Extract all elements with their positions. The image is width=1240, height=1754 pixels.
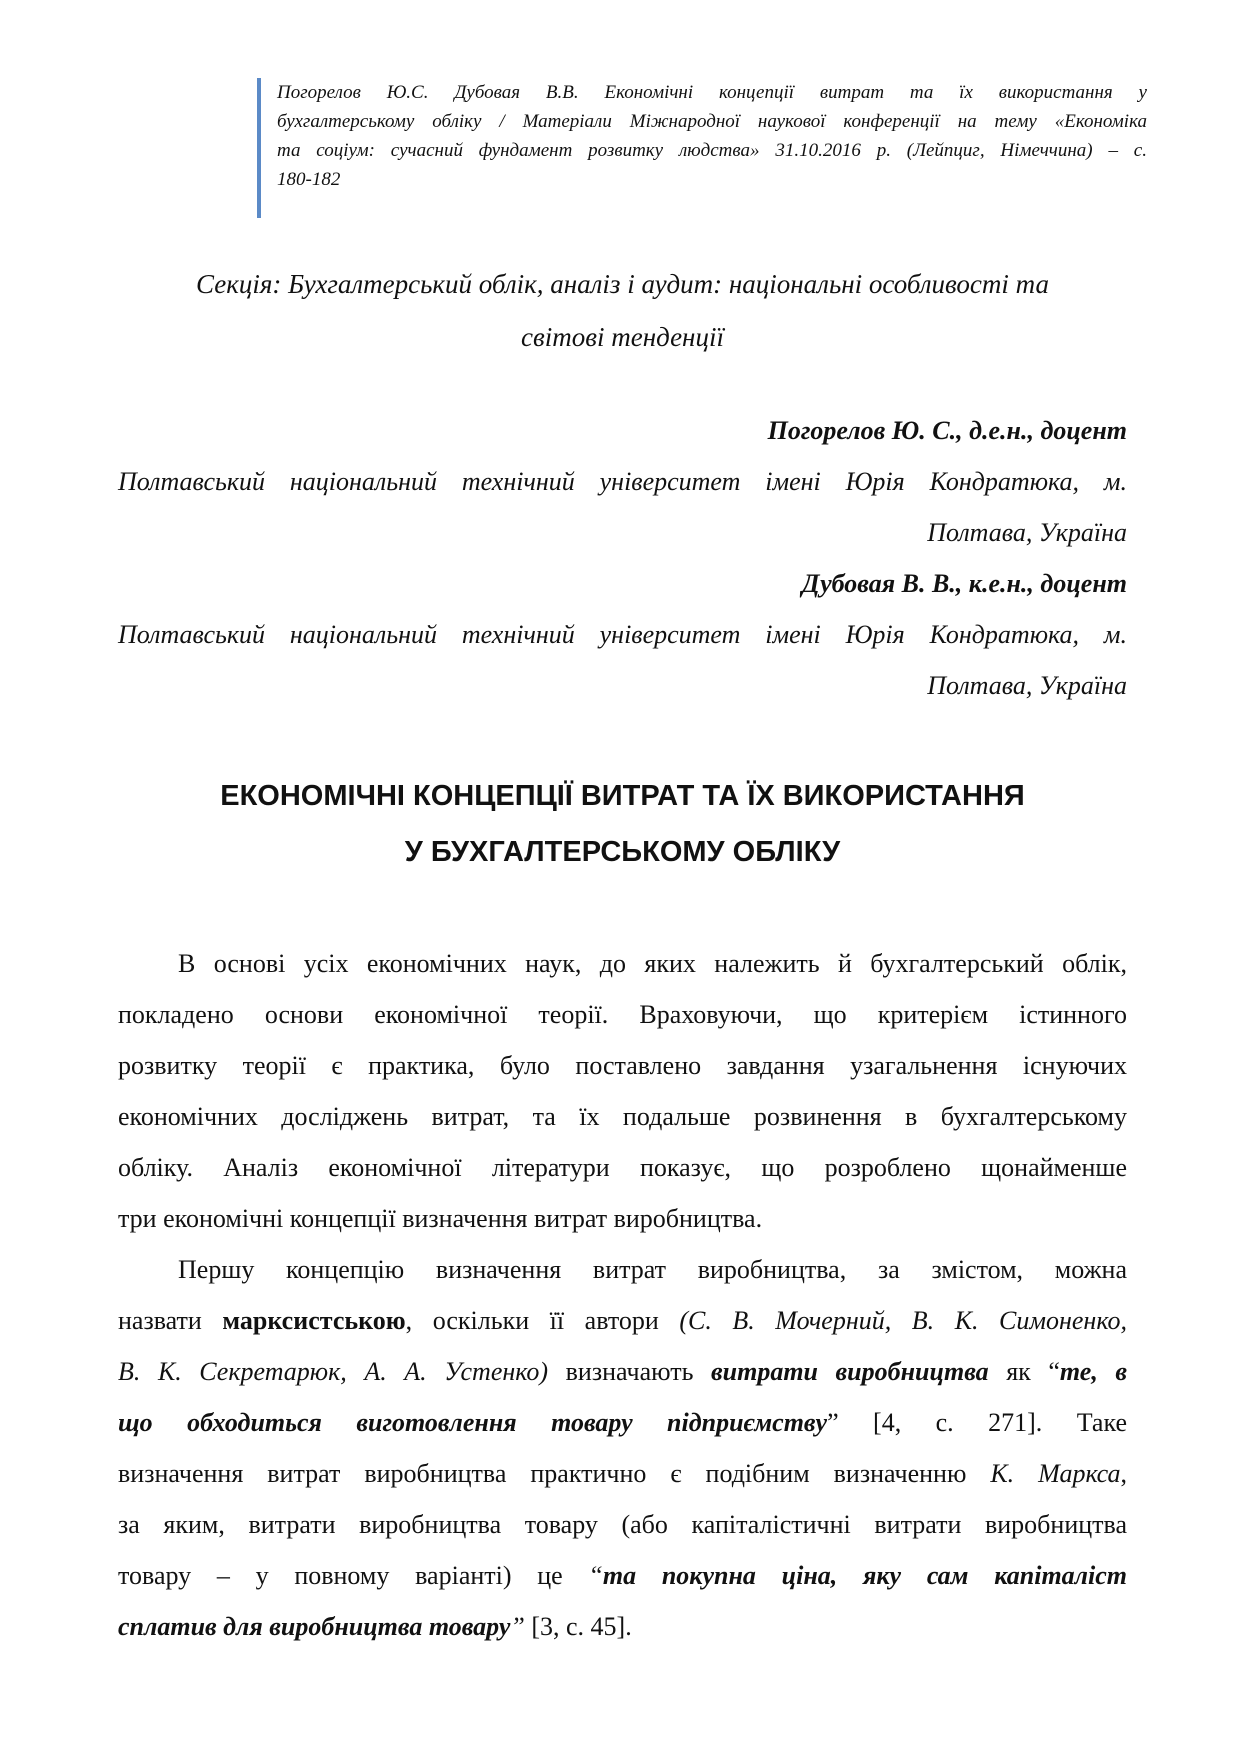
text-line (118, 1295, 1127, 1346)
text-run: за яким, витрати виробництва товару (або капіталістичні витрати виробництва (118, 1510, 1127, 1539)
text-line (118, 1040, 1127, 1091)
text-run: назвати (118, 1306, 223, 1335)
bold-text: марксистською (222, 1306, 406, 1335)
author-affiliation-city: Полтава, Україна (927, 671, 1127, 700)
italic-text: “ (588, 1561, 603, 1590)
text-run: товару – у повному варіанті) це (118, 1561, 589, 1590)
text-run: Першу концепцію визначення витрат виробництва, за змістом, можна (178, 1255, 1127, 1284)
citation-block (257, 78, 1147, 218)
text-line (118, 989, 1127, 1040)
text-run: В основі усіх економічних наук, до яких належить й бухгалтерський облік, (178, 949, 1127, 978)
bold-italic-text: те, в (1059, 1357, 1128, 1386)
section-line: Секція: Бухгалтерський облік, аналіз і аудит: національні особливості та (196, 269, 1049, 299)
text-line (118, 1091, 1127, 1142)
citation-line: 180-182 (277, 169, 341, 190)
text-run: ” [4, с. 271]. Таке (827, 1408, 1127, 1437)
article-body (118, 938, 1127, 1652)
section-line: світові тенденції (521, 322, 724, 352)
bold-italic-text: сплатив для виробництва товару (118, 1612, 511, 1641)
bold-italic-text: що обходиться виготовлення товару підприємству (118, 1408, 828, 1437)
text-line (118, 1550, 1127, 1601)
text-line (118, 1448, 1127, 1499)
text-run: покладено основи економічної теорії. Враховуючи, що критерієм істинного (118, 1000, 1127, 1029)
text-run: визначення витрат виробництва практично є подібним визначенню (118, 1459, 991, 1488)
text-line (118, 1193, 1127, 1244)
text-run: як “ (988, 1357, 1060, 1386)
text-line (118, 1142, 1127, 1193)
citation-line: бухгалтерському обліку / Матеріали Міжнародної наукової конференції на тему «Економіка (277, 111, 1147, 132)
citation-line: та соціум: сучасний фундамент розвитку людства» 31.10.2016 р. (Лейпциг, Німеччина) – с. (277, 140, 1147, 161)
text-line (118, 1397, 1127, 1448)
text-run: обліку. Аналіз економічної літератури показує, що розроблено щонайменше (118, 1153, 1127, 1182)
section-heading (118, 258, 1127, 364)
citation-line: Погорелов Ю.С. Дубовая В.В. Економічні концепції витрат та їх використання у (277, 82, 1147, 103)
authors-block (118, 405, 1127, 711)
paragraph (118, 938, 1127, 1244)
author-affiliation-city: Полтава, Україна (927, 518, 1127, 547)
text-run: визначають (548, 1357, 712, 1386)
paragraph (118, 1244, 1127, 1652)
article-title (118, 768, 1127, 880)
text-line (118, 1499, 1127, 1550)
italic-text: К. Маркса (990, 1459, 1121, 1488)
italic-text: ” (510, 1612, 525, 1641)
italic-text: (С. В. Мочерний, В. К. Симоненко, (679, 1306, 1127, 1335)
author-name: Дубовая В. В., к.е.н., доцент (801, 569, 1127, 598)
text-line (118, 1244, 1127, 1295)
author-affiliation: Полтавський національний технічний університет імені Юрія Кондратюка, м. (118, 620, 1127, 649)
text-line (118, 1601, 1127, 1652)
bold-italic-text: витрати виробництва (711, 1357, 989, 1386)
title-line: У БУХГАЛТЕРСЬКОМУ ОБЛІКУ (404, 836, 841, 868)
text-run: три економічні концепції визначення витрат виробництва. (118, 1204, 763, 1233)
text-run: розвитку теорії є практика, було поставлено завдання узагальнення існуючих (118, 1051, 1127, 1080)
text-run: , оскільки її автори (405, 1306, 680, 1335)
text-run: , (1120, 1459, 1127, 1488)
author-name: Погорелов Ю. С., д.е.н., доцент (767, 416, 1127, 445)
text-line (118, 938, 1127, 989)
text-run: [3, с. 45]. (524, 1612, 632, 1641)
text-run: економічних досліджень витрат, та їх подальше розвинення в бухгалтерському (118, 1102, 1127, 1131)
italic-text: В. К. Секретарюк, А. А. Устенко) (118, 1357, 549, 1386)
author-affiliation: Полтавський національний технічний університет імені Юрія Кондратюка, м. (118, 467, 1127, 496)
title-line: ЕКОНОМІЧНІ КОНЦЕПЦІЇ ВИТРАТ ТА ЇХ ВИКОРИСТАННЯ (220, 780, 1025, 812)
text-line (118, 1346, 1127, 1397)
bold-italic-text: та покупна ціна, яку сам капіталіст (602, 1561, 1127, 1590)
